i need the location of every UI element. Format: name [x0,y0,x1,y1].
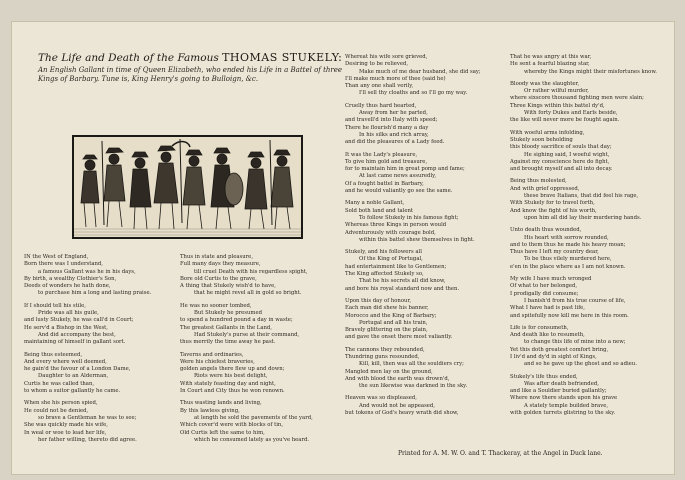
verse-line: Make much of me dear husband, she did say; [359,68,481,75]
verse-line: Old Curtis left the same to him, [180,429,265,436]
verse-line: And with blood the earth was drown'd, [345,375,450,382]
verse-line: Born there was I understand, [24,261,103,268]
verse-line: to purchase him a long and lasting praise. [38,290,152,297]
verse-line: By this lawless giving, [180,407,240,414]
verse-line: He sighing said, I woeful wight, [524,151,610,158]
verse-line: Were his chiefest braveries, [180,358,255,365]
verse-line: Than any one shall verily, [345,83,414,90]
verse-line: The cannons they rebounded, [345,346,425,353]
verse-line: the like will never more be fought again. [510,117,620,124]
verse-line: within this battel shew themselves in fight. [359,236,475,243]
ballad-column-1 [24,254,189,444]
woodcut-figures-icon [74,137,301,237]
verse-line: Stukely soon beholding [510,136,573,143]
verse-line: And with grief oppressed, [510,185,580,192]
verse-line: Bore old Curtis to the grave, [180,275,257,282]
verse-line: Adventurously with courage bold, [345,229,436,236]
verse-line: And death like to resumeth, [510,332,585,339]
verse-line: That he his secrets all did know, [359,278,446,285]
verse-line: Of the King of Portugal, [359,256,423,263]
verse-line: and like a Souldier buried gallantly; [510,388,607,395]
verse-line: Curtis he was called than, [24,380,95,387]
ballad-column-2 [180,254,342,444]
verse-line: e'en in the place where as I am not known. [510,263,626,270]
verse-line: Which cover'd were with blocks of tin, [180,422,284,429]
verse-line: but tokens of God's heavy wrath did show, [345,410,459,417]
verse-line: My wife I have much wronged [510,276,592,283]
verse-line: to spend a hundred pound a day in waste; [180,317,293,324]
verse-line: To give him gold and treasure, [345,158,428,165]
ballad-subtitle [38,66,360,84]
verse-line: I'll sell thy cloaths and so I'll go my way. [359,90,468,97]
verse-line: Of a fought battel in Barbary, [345,180,424,187]
verse-line: he gain'd the favour of a London Dame, [24,366,131,373]
verse-line: Away from her he parted, [359,110,428,117]
verse-line: It was the Lady's pleasure, [345,151,418,158]
verse-line: I'll make much more of thee (said he) [345,75,446,82]
verse-line: Life is for consumeth, [510,324,569,331]
verse-line: thus merrily the time away he past. [180,339,276,346]
verse-line: till cruel Death with his regardless spight, [194,268,308,275]
verse-line: Of what to her belonged, [510,283,578,290]
verse-line: and he would valiantly go see the same. [345,188,453,195]
verse-line: By birth, a wealthy Clothier's Son, [24,275,117,282]
verse-line: IN the West of England, [24,254,89,260]
verse-line: her father willing, thereto did agree. [38,436,137,443]
verse-line: maintaining of himself in gallant sort. [24,339,126,346]
verse-line: Thundring guns resounded, [345,353,420,360]
verse-line: I banish'd from his true course of life, [524,297,626,304]
verse-line: The greatest Gallants in the Land, [180,324,272,331]
verse-line: at length he sold the pavements of the yard, [194,414,313,421]
verse-line: Bloody was the slaughter, [510,80,580,87]
verse-line: Thus have I left my country dear, [510,249,599,256]
verse-line: Pride was all his guile, [38,310,99,317]
subtitle-line-1: An English Gallant in time of Queen Elizabeth, who ended his Life in a Battel of three [38,66,343,74]
verse-line: At last came news assuredly, [359,173,437,180]
verse-line: Riots were his best delight, [194,373,268,380]
verse-line: Against my conscience here do fight, [510,158,610,165]
verse-line: these brave Italians, that did feel his rage, [524,193,639,200]
verse-line: Each man did shew his banner, [345,305,429,312]
verse-line: Many a noble Gallant, [345,200,405,207]
verse-line: If I should tell his stile, [24,302,86,309]
verse-line: Stukely's life thus ended, [510,373,578,380]
verse-line: Bravely glittering on the plain, [345,327,428,334]
printer-imprint: Printed for A. M. W. O. and T. Thackeray, at the Angel in Duck lane. [398,450,603,457]
verse-line: And did accompany the best, [38,331,116,338]
verse-line: which he consumed lately as you've heard. [194,436,310,443]
verse-line: and so he gave up the ghost and so adieu. [524,361,637,368]
verse-line: With forty Dukes and Earls beside, [524,110,618,117]
verse-line: Had Stukely's purse at their command, [194,331,300,338]
verse-line: Was after death befriended, [524,380,599,387]
verse-line: with golden turrets glistring to the sky. [510,410,616,417]
verse-line: A thing that Stukely wish'd to have, [180,283,276,290]
ballad-column-4 [510,54,670,417]
verse-line: for to maintain him in great pomp and fame; [345,166,465,173]
verse-line: upon him all did lay their murdering hands. [524,214,642,221]
verse-line: Kill, kill, then was all the souldiers cry; [359,361,464,368]
verse-line: Upon this day of honour, [345,297,412,304]
verse-line: In his silks and rich array, [359,131,429,138]
verse-line: He was no sooner tombed, [180,302,252,309]
verse-line: But Stukely he presumed [194,310,262,317]
verse-line: Unto death thus wounded, [510,227,582,234]
verse-line: this bloody sacrifice of souls that day; [510,144,612,151]
verse-line: and did the pleasures of a Lady feed. [345,139,445,146]
verse-line: With stately feasting day and night, [180,380,276,387]
verse-line: To follow Stukely in his famous fight; [359,214,459,221]
verse-line: Morocco and the King of Barbary; [345,312,437,319]
verse-line: and gave the onset there most valiantly. [345,334,453,341]
verse-line: Daughter to an Alderman, [38,373,109,380]
verse-line: whereby the Kings might their misfortunes know. [524,68,657,75]
verse-line: Taverns and ordinaries, [180,351,244,358]
verse-line: and to them thus he made his heavy moan; [510,241,626,248]
verse-line: And know the fight of his worth, [510,207,597,214]
verse-line: There he flourish'd many a day [345,124,429,131]
verse-line: Whereas three Kings in person would [345,222,447,229]
verse-line: With woeful arms infolding, [510,129,585,136]
ballad-title [38,52,358,64]
verse-line: To be thus vilely murdered here, [524,256,612,263]
ballad-column-3 [345,54,505,417]
verse-line: Thus in state and pleasure, [180,254,254,260]
verse-line: Portugal and all his train, [359,319,428,326]
verse-line: Mangled men lay on the ground, [345,368,433,375]
verse-line: A stately temple builded brave, [524,402,609,409]
verse-line: Deeds of wonders he hath done, [24,283,111,290]
title-prefix: The Life and Death of the Famous [38,52,219,64]
verse-line: That he was angry at this war, [510,54,592,60]
verse-line: Sold both land and talent [345,207,414,214]
verse-line: Where now there stands upon his grave [510,395,618,402]
verse-line: so brave a Gentleman he was to see; [38,414,137,421]
verse-line: a famous Gallant was he in his days, [38,268,136,275]
verse-line: Desiring to be relieved, [345,61,409,68]
verse-line: Cruelly thus hard hearted, [345,102,417,109]
title-name: THOMAS STUKELY: [222,51,343,64]
subtitle-line-2: Kings of Barbary. Tune is, King Henry's going to Bulloign, &c. [38,75,259,83]
verse-line: Being thus molested, [510,178,567,185]
verse-line: Thus wasting lands and living, [180,400,262,407]
verse-line: Being thus esteemed, [24,351,83,358]
verse-line: golden angels there flew up and down; [180,366,285,373]
verse-line: the sun likewise was darkned in the sky. [359,383,468,390]
woodcut-illustration [72,135,303,239]
verse-line: And would not be appeased, [359,402,435,409]
verse-line: and travell'd into Italy with speed; [345,117,438,124]
verse-line: to whom a suitor gallantly he came. [24,388,121,395]
verse-line: Heaven was so displeased, [345,395,417,402]
verse-line: Stukely, and his followers all [345,249,422,256]
verse-line: Whereat his wife sore grieved, [345,54,428,60]
verse-line: With Stukely for to travel forth, [510,200,595,207]
verse-line: Full many days they measure, [180,261,261,268]
verse-line: And every where well deemed, [24,358,107,365]
verse-line: and bore his royal standard now and then. [345,285,460,292]
verse-line: His heart with sorrow rounded, [524,234,609,241]
verse-line: I liv'd and dy'd in sight of Kings, [510,353,597,360]
verse-line: In weal or woe to lead her life, [24,429,107,436]
verse-line: and brought myself and all into decay. [510,166,613,173]
verse-line: I prodigally did consume; [510,290,579,297]
verse-line: He serv'd a Bishop in the West, [24,324,108,331]
verse-line: to change this life of mine into a new; [524,339,626,346]
verse-line: that he might revel all in gold so bright. [194,290,302,297]
verse-line: What I have had is past life, [510,305,585,312]
verse-line: and lusty Stukely, he was call'd in Court; [24,317,134,324]
verse-line: where sixscore thousand fighting men were slain; [510,95,644,102]
verse-line: When she his person spied, [24,400,98,407]
verse-line: had entertainment like to Gentlemen; [345,263,447,270]
verse-line: In Court and City thus he won renown. [180,388,285,395]
verse-line: The King affected Stukely so, [345,271,424,278]
verse-line: and spitefully now kill me here in this room. [510,312,629,319]
verse-line: Or rather wilful murder, [524,88,589,95]
verse-line: She was quickly made his wife, [24,422,108,429]
broadside-sheet [12,22,674,474]
verse-line: Three Kings within this battel dy'd, [510,102,605,109]
verse-line: He sent a fearful blazing star, [510,61,590,68]
verse-line: He could not be denied, [24,407,89,414]
verse-line: Yet this doth greatest comfort bring, [510,346,609,353]
